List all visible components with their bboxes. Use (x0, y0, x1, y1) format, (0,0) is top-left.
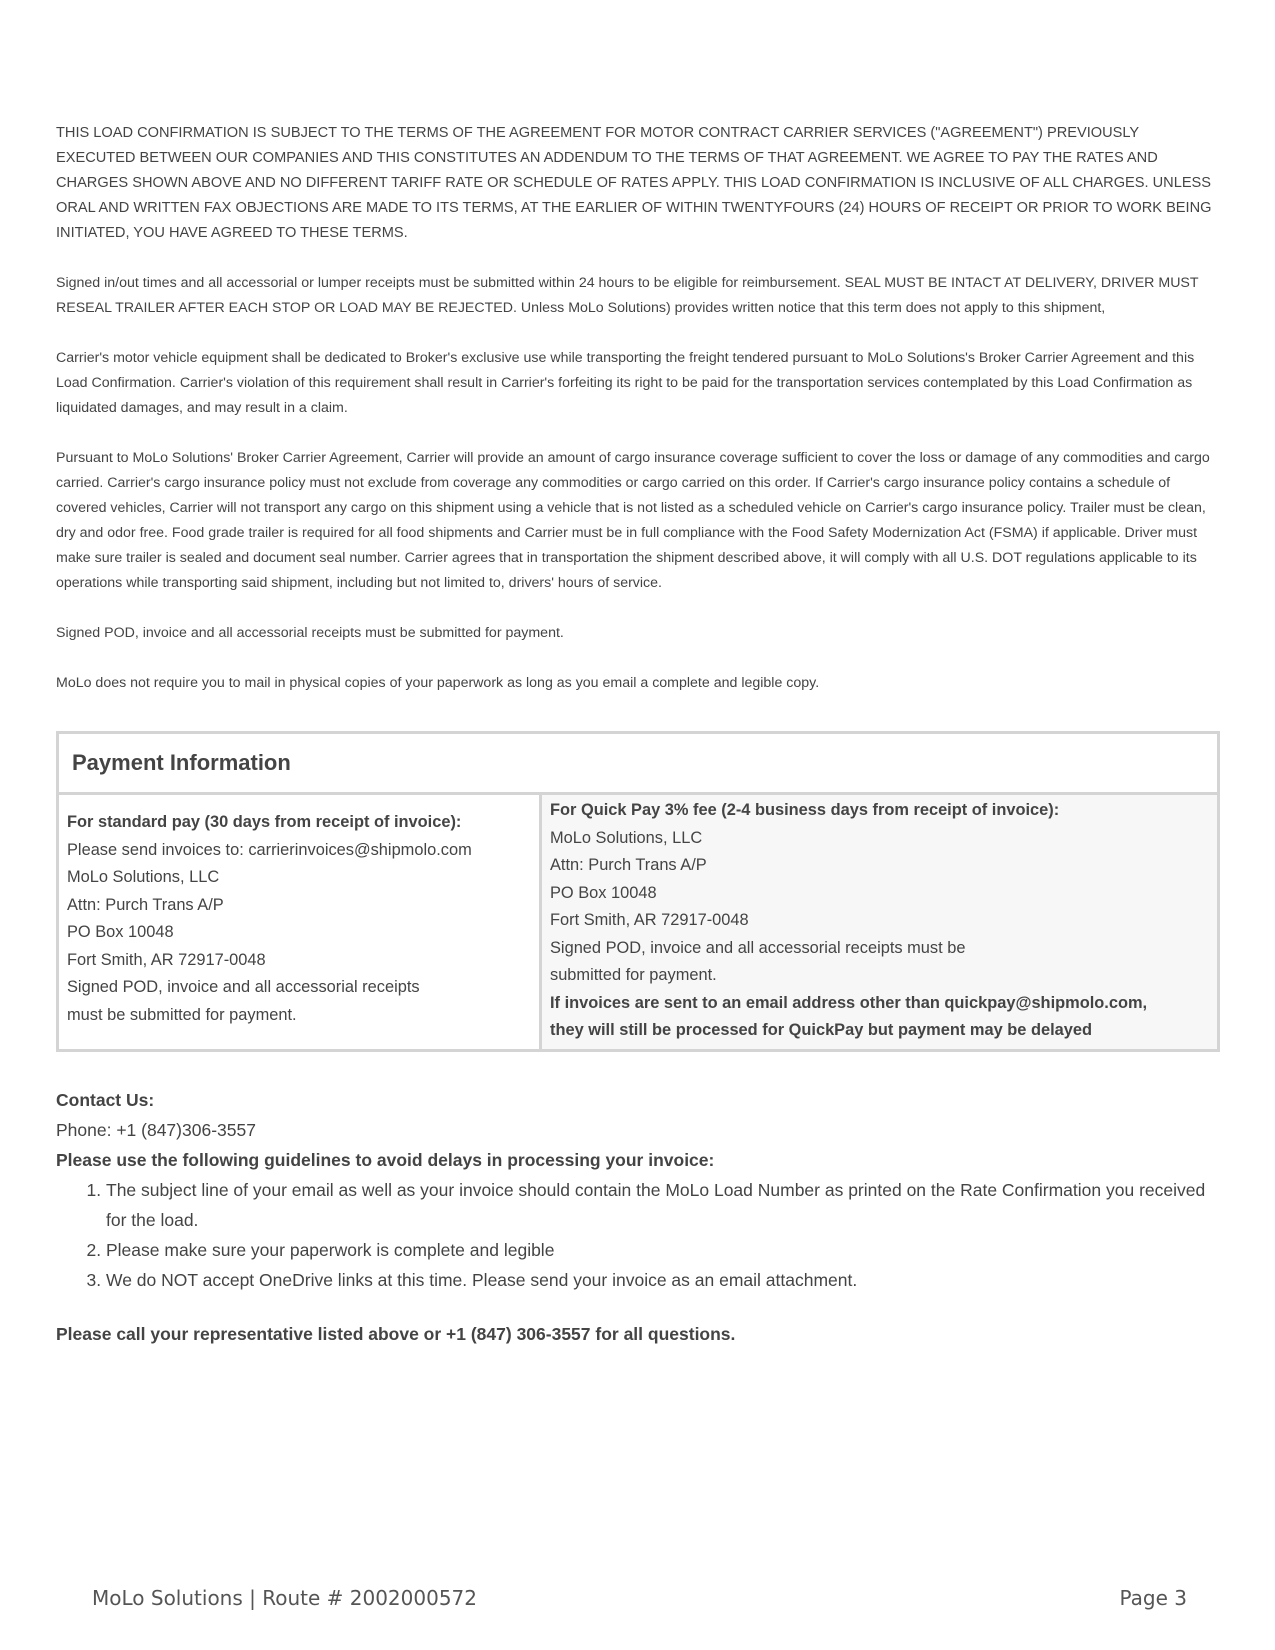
quick-pay-heading: For Quick Pay 3% fee (2-4 business days from receipt of invoice): (550, 801, 1060, 819)
document-body (56, 121, 1220, 1349)
standard-pay-line: Please send invoices to: carrierinvoices@shipmolo.com (67, 840, 472, 859)
contact-heading: Contact Us: (56, 1089, 155, 1110)
terms-paragraph: Signed POD, invoice and all accessorial receipts must be submitted for payment. (56, 625, 564, 641)
guideline-item: 1. The subject line of your email as well as your invoice should contain the MoLo Load Number as printed on the Rate Confirmation you received for the load. (106, 1175, 1220, 1235)
standard-pay-line: must be submitted for payment. (67, 1005, 297, 1024)
page-footer (92, 1586, 1187, 1610)
guideline-item: 3. We do NOT accept OneDrive links at this time. Please send your invoice as an email attachment. (106, 1265, 1220, 1295)
standard-pay-column (59, 795, 542, 1049)
standard-pay-line: MoLo Solutions, LLC (67, 868, 220, 886)
quick-pay-line: submitted for payment. (550, 966, 717, 984)
contact-phone: Phone: +1 (847)306-3557 (56, 1119, 256, 1140)
terms-paragraph: Carrier's motor vehicle equipment shall be dedicated to Broker's exclusive use while transporting the freight tendered pursuant to MoLo Solutions's Broker Carrier Agreement and this Load Confirmation. Carrier's violation of this requirement shall result in Carrier's forfeiting its right to be paid for the transportation services contemplated by this Load Confirmation as liquidated damages, and may result in a claim. (56, 350, 1195, 416)
footer-page-number: Page 3 (1119, 1586, 1187, 1610)
quick-pay-line: Attn: Purch Trans A/P (550, 856, 707, 874)
quick-pay-line: Signed POD, invoice and all accessorial receipts must be (550, 938, 966, 957)
terms-paragraph: THIS LOAD CONFIRMATION IS SUBJECT TO THE TERMS OF THE AGREEMENT FOR MOTOR CONTRACT CARRIER SERVICES ("AGREEMENT") PREVIOUSLY EXECUTED BETWEEN OUR COMPANIES AND THIS CONSTITUTES AN ADDENDUM TO THE TERMS OF THAT AGREEMENT. WE AGREE TO PAY THE RATES AND CHARGES SHOWN ABOVE AND NO DIFFERENT TARIFF RATE OR SCHEDULE OF RATES APPLY. THIS LOAD CONFIRMATION IS INCLUSIVE OF ALL CHARGES. UNLESS ORAL AND WRITTEN FAX OBJECTIONS ARE MADE TO ITS TERMS, AT THE EARLIER OF WITHIN TWENTYFOURS (24) HOURS OF RECEIPT OR PRIOR TO WORK BEING INITIATED, YOU HAVE AGREED TO THESE TERMS. (56, 125, 1212, 241)
standard-pay-line: Signed POD, invoice and all accessorial receipts (67, 978, 420, 996)
payment-columns (59, 795, 1217, 1049)
payment-title: Payment Information (59, 734, 1217, 795)
contact-section (56, 1085, 1220, 1349)
final-note: Please call your representative listed above or +1 (847) 306-3557 for all questions. (56, 1323, 736, 1344)
standard-pay-line: Attn: Purch Trans A/P (67, 895, 224, 914)
quick-pay-note: they will still be processed for QuickPay but payment may be delayed (550, 1021, 1092, 1039)
terms-paragraph: Signed in/out times and all accessorial or lumper receipts must be submitted within 24 hours to be eligible for reimbursement. SEAL MUST BE INTACT AT DELIVERY, DRIVER MUST RESEAL TRAILER AFTER EACH STOP OR LOAD MAY BE REJECTED. Unless MoLo Solutions) provides written notice that this term does not apply to this shipment, (56, 275, 1199, 316)
guidelines-heading: Please use the following guidelines to avoid delays in processing your invoice: (56, 1149, 715, 1170)
footer-route: MoLo Solutions | Route # 2002000572 (92, 1586, 477, 1610)
terms-paragraph: Pursuant to MoLo Solutions' Broker Carrier Agreement, Carrier will provide an amount of cargo insurance coverage sufficient to cover the loss or damage of any commodities and cargo carried. Carrier's cargo insurance policy must not exclude from coverage any commodities or cargo carried on this order. If Carrier's cargo insurance policy contains a schedule of covered vehicles, Carrier will not transport any cargo on this shipment using a vehicle that is not listed as a scheduled vehicle on Carrier's cargo insurance policy. Trailer must be clean, dry and odor free. Food grade trailer is required for all food shipments and Carrier must be in full compliance with the Food Safety Modernization Act (FSMA) if applicable. Driver must make sure trailer is sealed and document seal number. Carrier agrees that in transportation the shipment described above, it will comply with all U.S. DOT regulations applicable to its operations while transporting said shipment, including but not limited to, drivers' hours of service. (56, 450, 1210, 591)
quick-pay-note: If invoices are sent to an email address other than quickpay@shipmolo.com, (550, 993, 1148, 1012)
quick-pay-line: PO Box 10048 (550, 883, 657, 902)
quick-pay-column (542, 795, 1217, 1049)
standard-pay-heading: For standard pay (30 days from receipt of invoice): (67, 813, 462, 831)
standard-pay-line: PO Box 10048 (67, 923, 174, 941)
quick-pay-line: MoLo Solutions, LLC (550, 828, 703, 847)
guidelines-list (56, 1175, 1220, 1295)
terms-section (56, 121, 1220, 696)
terms-paragraph: MoLo does not require you to mail in physical copies of your paperwork as long as you email a complete and legible copy. (56, 675, 820, 691)
standard-pay-line: Fort Smith, AR 72917-0048 (67, 950, 266, 969)
payment-information-box (56, 731, 1220, 1052)
quick-pay-line: Fort Smith, AR 72917-0048 (550, 911, 749, 929)
guideline-item: 2. Please make sure your paperwork is complete and legible (106, 1235, 1220, 1265)
